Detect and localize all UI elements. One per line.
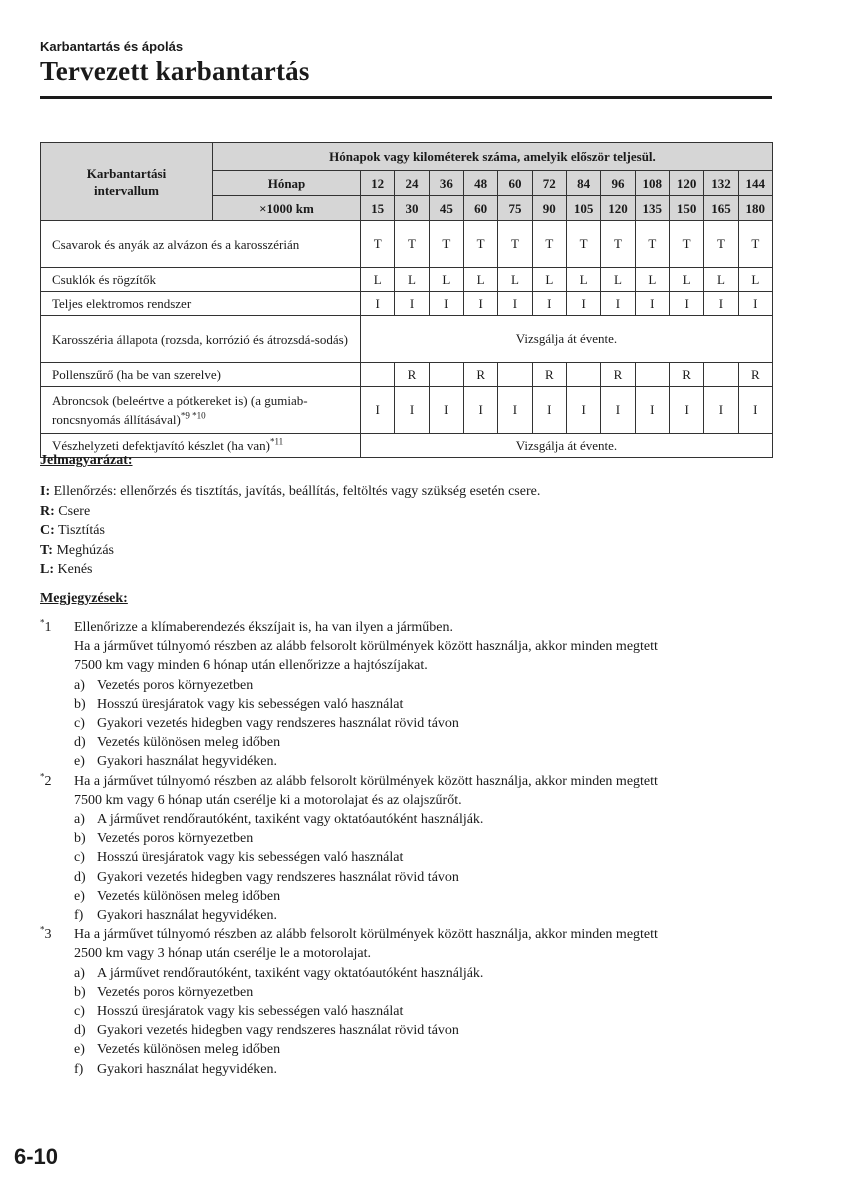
footnote-ref: *9 *10 xyxy=(180,410,206,421)
note-line: Ha a járművet túlnyomó részben az alább felsorolt körülmények között használja, akkor minden megtett xyxy=(74,639,658,655)
table-row xyxy=(41,221,773,268)
table-cell: I xyxy=(669,292,703,316)
interval-label: Karbantartási intervallum xyxy=(86,165,167,198)
table-cell: I xyxy=(498,387,532,434)
table-row xyxy=(41,434,773,458)
note-marker xyxy=(40,618,52,637)
table-cell: R xyxy=(532,363,566,387)
table-cell: I xyxy=(669,387,703,434)
item-cell xyxy=(41,221,361,268)
note-subitem xyxy=(74,906,780,925)
legend-text: Meghúzás xyxy=(52,542,115,558)
legend-key: R: xyxy=(40,503,55,519)
subitem-text: Hosszú üresjáratok vagy kis sebességen való használat xyxy=(97,1004,404,1020)
table-row xyxy=(41,268,773,292)
table-cell: T xyxy=(566,221,600,268)
legend-text: Ellenőrzés: ellenőrzés és tisztítás, javítás, beállítás, feltöltés vagy szükség esetén csere. xyxy=(50,484,541,499)
table-cell: I xyxy=(361,292,395,316)
table-cell: L xyxy=(704,268,738,292)
notes-heading: Megjegyzések: xyxy=(40,591,128,606)
km-header: 180 xyxy=(738,196,772,221)
subitem-text: Gyakori használat hegyvidéken. xyxy=(97,754,277,770)
month-header: 132 xyxy=(704,171,738,196)
table-cell: I xyxy=(704,292,738,316)
km-header: 150 xyxy=(669,196,703,221)
note-line: Ha a járművet túlnyomó részben az alább felsorolt körülmények között használja, akkor minden megtett xyxy=(74,927,658,943)
km-header: 75 xyxy=(498,196,532,221)
subitem-text: Vezetés különösen meleg időben xyxy=(97,1042,281,1058)
note-subitem xyxy=(74,868,780,887)
table-cell: I xyxy=(601,387,635,434)
note-number: 3 xyxy=(44,927,52,943)
table-cell xyxy=(429,363,463,387)
item-cell xyxy=(41,268,361,292)
item-cell xyxy=(41,363,361,387)
title-rule xyxy=(40,96,772,99)
km-header: 30 xyxy=(395,196,429,221)
note-subitem xyxy=(74,752,780,771)
km-header: 105 xyxy=(566,196,600,221)
legend-list xyxy=(40,482,540,580)
item-label: Abroncsok (beleértve a pótkereket is) (a gumiab-roncsnyomás állításával) xyxy=(52,393,308,427)
month-header: 96 xyxy=(601,171,635,196)
month-header: 144 xyxy=(738,171,772,196)
table-cell: R xyxy=(463,363,497,387)
note-asterisk: * xyxy=(40,770,45,781)
legend-item xyxy=(40,482,540,502)
table-cell: L xyxy=(463,268,497,292)
table-cell: L xyxy=(669,268,703,292)
month-header: 12 xyxy=(361,171,395,196)
table-cell: L xyxy=(498,268,532,292)
subitem-text: Gyakori használat hegyvidéken. xyxy=(97,1061,277,1077)
note-subitem xyxy=(74,1040,780,1059)
footnote-ref: *11 xyxy=(270,436,284,447)
top-header-cell: Hónapok vagy kilométerek száma, amelyik először teljesül. xyxy=(213,143,773,171)
item-label: Vészhelyzeti defektjavító készlet (ha van) xyxy=(52,438,271,453)
table-cell: R xyxy=(669,363,703,387)
subitem-text: Gyakori használat hegyvidéken. xyxy=(97,908,277,924)
note-item xyxy=(40,618,780,772)
note-line: Ha a járművet túlnyomó részben az alább felsorolt körülmények között használja, akkor minden megtett xyxy=(74,773,658,789)
item-cell xyxy=(41,292,361,316)
note-line: 2500 km vagy 3 hónap után cserélje le a motorolajat. xyxy=(74,946,372,962)
table-cell: I xyxy=(635,292,669,316)
table-cell: I xyxy=(532,387,566,434)
subitem-label: e) xyxy=(74,1042,85,1058)
item-cell xyxy=(41,316,361,363)
table-cell xyxy=(361,363,395,387)
km-label: ×1000 km xyxy=(213,196,361,221)
note-subitem xyxy=(74,810,780,829)
legend-key: L: xyxy=(40,562,54,577)
table-cell: L xyxy=(601,268,635,292)
month-header: 72 xyxy=(532,171,566,196)
month-header: 48 xyxy=(463,171,497,196)
header-row-top xyxy=(41,143,773,171)
table-cell: T xyxy=(704,221,738,268)
legend-item xyxy=(40,502,540,522)
note-subitem xyxy=(74,848,780,867)
subitem-text: Gyakori vezetés hidegben vagy rendszeres használat rövid távon xyxy=(97,1023,459,1039)
table-row xyxy=(41,292,773,316)
table-row xyxy=(41,363,773,387)
subitem-label: c) xyxy=(74,1004,85,1020)
table-cell: I xyxy=(738,292,772,316)
table-cell: I xyxy=(463,292,497,316)
table-cell: L xyxy=(532,268,566,292)
subitem-text: Hosszú üresjáratok vagy kis sebességen való használat xyxy=(97,850,404,866)
subitem-label: a) xyxy=(74,812,85,828)
table-cell: I xyxy=(704,387,738,434)
subitem-text: Hosszú üresjáratok vagy kis sebességen való használat xyxy=(97,696,404,712)
subitem-text: A járművet rendőrautóként, taxiként vagy oktatóautóként használják. xyxy=(97,965,484,981)
schedule-body xyxy=(41,143,773,458)
interval-label-cell xyxy=(41,143,213,221)
subitem-label: b) xyxy=(74,831,86,847)
month-header: 84 xyxy=(566,171,600,196)
note-subitem xyxy=(74,983,780,1002)
notes-list xyxy=(40,618,780,1079)
km-header: 120 xyxy=(601,196,635,221)
table-cell: I xyxy=(429,292,463,316)
table-cell: T xyxy=(498,221,532,268)
table-cell: I xyxy=(532,292,566,316)
table-cell: T xyxy=(635,221,669,268)
table-row xyxy=(41,316,773,363)
table-cell: I xyxy=(429,387,463,434)
table-cell: L xyxy=(361,268,395,292)
table-cell xyxy=(635,363,669,387)
item-cell xyxy=(41,387,361,434)
item-label: Karosszéria állapota (rozsda, korrózió és átrozsdá-sodás) xyxy=(52,331,348,347)
subitem-label: f) xyxy=(74,1061,84,1077)
page-title: Tervezett karbantartás xyxy=(40,56,310,86)
subitem-text: Gyakori vezetés hidegben vagy rendszeres használat rövid távon xyxy=(97,869,459,885)
table-cell: I xyxy=(395,387,429,434)
legend-item xyxy=(40,541,540,561)
item-label: Csavarok és anyák az alvázon és a karosszérián xyxy=(52,236,300,252)
note-number: 1 xyxy=(44,620,52,635)
note-subitem xyxy=(74,964,780,983)
table-cell: L xyxy=(635,268,669,292)
subitem-label: b) xyxy=(74,696,86,712)
maintenance-schedule-table xyxy=(40,142,773,458)
table-cell: R xyxy=(601,363,635,387)
note-line: 7500 km vagy minden 6 hónap után ellenőrizze a hajtószíjakat. xyxy=(74,658,428,674)
km-header: 90 xyxy=(532,196,566,221)
subitem-label: b) xyxy=(74,984,86,1000)
item-label: Pollenszűrő (ha be van szerelve) xyxy=(52,367,221,382)
legend-key: T: xyxy=(40,542,53,558)
table-cell: I xyxy=(395,292,429,316)
subitem-label: a) xyxy=(74,965,85,981)
subitem-text: A járművet rendőrautóként, taxiként vagy oktatóautóként használják. xyxy=(97,812,484,828)
annual-inspection-cell: Vizsgálja át évente. xyxy=(361,316,773,363)
table-cell: T xyxy=(395,221,429,268)
table-cell: I xyxy=(361,387,395,434)
annual-inspection-cell: Vizsgálja át évente. xyxy=(361,434,773,458)
note-line: Ellenőrizze a klímaberendezés ékszíjait is, ha van ilyen a járműben. xyxy=(74,620,454,635)
table-cell: R xyxy=(738,363,772,387)
month-header: 24 xyxy=(395,171,429,196)
page-number: 6-10 xyxy=(14,1144,59,1169)
table-cell: I xyxy=(601,292,635,316)
legend-text: Tisztítás xyxy=(54,523,105,538)
subitem-text: Vezetés poros környezetben xyxy=(97,677,254,693)
legend-text: Kenés xyxy=(54,562,93,577)
note-subitem xyxy=(74,1060,780,1079)
table-cell: L xyxy=(429,268,463,292)
km-header: 165 xyxy=(704,196,738,221)
note-line: 7500 km vagy 6 hónap után cserélje ki a motorolajat és az olajszűrőt. xyxy=(74,792,462,808)
legend-heading: Jelmagyarázat: xyxy=(40,453,133,468)
month-header: 60 xyxy=(498,171,532,196)
table-cell: I xyxy=(738,387,772,434)
subitem-label: a) xyxy=(74,677,85,693)
table-cell: T xyxy=(601,221,635,268)
note-item xyxy=(40,925,780,1079)
note-subitem xyxy=(74,887,780,906)
note-marker xyxy=(40,772,52,791)
table-cell: T xyxy=(669,221,703,268)
item-label: Csuklók és rögzítők xyxy=(52,272,156,287)
table-cell: T xyxy=(429,221,463,268)
km-header: 15 xyxy=(361,196,395,221)
table-cell: T xyxy=(361,221,395,268)
table-row xyxy=(41,387,773,434)
table-cell: I xyxy=(498,292,532,316)
table-cell: L xyxy=(566,268,600,292)
legend-item xyxy=(40,521,540,541)
table-cell: I xyxy=(635,387,669,434)
note-subitem xyxy=(74,1002,780,1021)
note-marker xyxy=(40,925,52,944)
table-cell: T xyxy=(463,221,497,268)
subitem-label: f) xyxy=(74,908,84,924)
subitem-label: c) xyxy=(74,716,85,732)
note-asterisk: * xyxy=(40,924,45,935)
table-cell: R xyxy=(395,363,429,387)
table-cell: I xyxy=(566,387,600,434)
note-subitem xyxy=(74,829,780,848)
note-item xyxy=(40,772,780,926)
km-header: 135 xyxy=(635,196,669,221)
table-cell xyxy=(498,363,532,387)
table-cell: I xyxy=(566,292,600,316)
table-cell: L xyxy=(395,268,429,292)
subitem-text: Vezetés különösen meleg időben xyxy=(97,735,281,751)
km-header: 60 xyxy=(463,196,497,221)
month-header: 108 xyxy=(635,171,669,196)
km-header: 45 xyxy=(429,196,463,221)
subitem-text: Gyakori vezetés hidegben vagy rendszeres használat rövid távon xyxy=(97,716,459,732)
table-cell: T xyxy=(532,221,566,268)
legend-key: C: xyxy=(40,523,55,538)
section-label: Karbantartás és ápolás xyxy=(40,39,184,54)
legend-item xyxy=(40,560,540,580)
legend-text: Csere xyxy=(54,503,91,519)
note-subitem xyxy=(74,714,780,733)
subitem-text: Vezetés poros környezetben xyxy=(97,984,254,1000)
table-cell xyxy=(704,363,738,387)
months-label: Hónap xyxy=(213,171,361,196)
subitem-label: e) xyxy=(74,754,85,770)
note-subitem xyxy=(74,733,780,752)
note-subitem xyxy=(74,676,780,695)
note-asterisk: * xyxy=(40,617,45,628)
subitem-text: Vezetés különösen meleg időben xyxy=(97,888,281,904)
month-header: 36 xyxy=(429,171,463,196)
subitem-label: d) xyxy=(74,1023,86,1039)
table-cell xyxy=(566,363,600,387)
table-cell: L xyxy=(738,268,772,292)
subitem-label: e) xyxy=(74,888,85,904)
month-header: 120 xyxy=(669,171,703,196)
table-cell: T xyxy=(738,221,772,268)
note-subitem xyxy=(74,1021,780,1040)
legend-key: I: xyxy=(40,484,51,499)
subitem-text: Vezetés poros környezetben xyxy=(97,831,254,847)
note-subitem xyxy=(74,695,780,714)
table-cell: I xyxy=(463,387,497,434)
item-label: Teljes elektromos rendszer xyxy=(52,296,192,311)
subitem-label: d) xyxy=(74,735,86,751)
note-number: 2 xyxy=(44,773,52,789)
subitem-label: d) xyxy=(74,869,86,885)
subitem-label: c) xyxy=(74,850,85,866)
